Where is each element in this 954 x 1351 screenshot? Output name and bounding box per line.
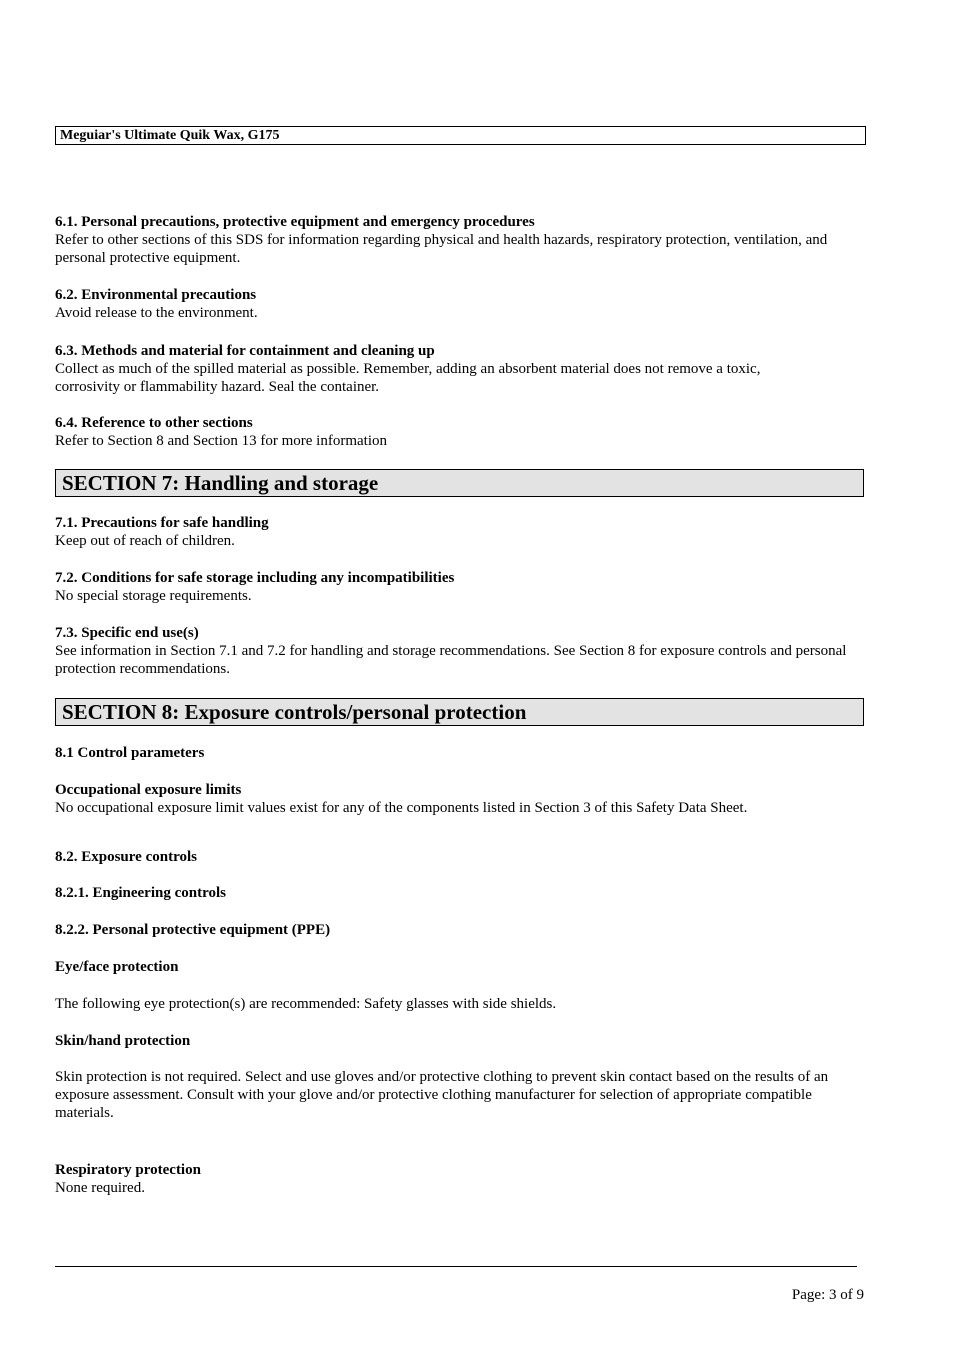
heading-7-3: 7.3. Specific end use(s) [55, 625, 199, 641]
heading-6-1: 6.1. Personal precautions, protective equipment and emergency procedures [55, 214, 535, 230]
heading-skin: Skin/hand protection [55, 1033, 191, 1049]
text-7-1: Keep out of reach of children. [55, 533, 235, 549]
heading-6-4: 6.4. Reference to other sections [55, 415, 253, 431]
product-header [55, 126, 866, 145]
text-6-3: Collect as much of the spilled material as possible. Remember, adding an absorbent material does not remove a toxic, corrosivity or flammability hazard. Seal the container. [55, 361, 761, 395]
section-7-banner [55, 469, 864, 497]
heading-oel: Occupational exposure limits [55, 782, 242, 798]
heading-7-1: 7.1. Precautions for safe handling [55, 515, 269, 531]
text-6-1: Refer to other sections of this SDS for information regarding physical and health hazards, respiratory protection, ventilation, and personal protective equipment. [55, 232, 828, 266]
section-8-title: SECTION 8: Exposure controls/personal protection [62, 700, 527, 724]
page-number: Page: 3 of 9 [791, 1287, 864, 1303]
heading-7-2: 7.2. Conditions for safe storage including any incompatibilities [55, 570, 455, 586]
heading-6-2: 6.2. Environmental precautions [55, 287, 257, 303]
heading-8-2-1: 8.2.1. Engineering controls [55, 885, 226, 901]
text-oel: No occupational exposure limit values exist for any of the components listed in Section 3 of this Safety Data Sheet. [55, 800, 748, 816]
text-7-2: No special storage requirements. [55, 588, 252, 604]
text-eye: The following eye protection(s) are recommended: Safety glasses with side shields. [55, 996, 557, 1012]
heading-8-1: 8.1 Control parameters [55, 745, 205, 761]
text-resp: None required. [55, 1180, 145, 1196]
heading-8-2: 8.2. Exposure controls [55, 849, 197, 865]
section-7-title: SECTION 7: Handling and storage [62, 471, 379, 495]
heading-8-2-2: 8.2.2. Personal protective equipment (PPE) [55, 922, 331, 938]
text-6-2: Avoid release to the environment. [55, 305, 258, 321]
heading-6-3: 6.3. Methods and material for containment and cleaning up [55, 343, 435, 359]
text-6-4: Refer to Section 8 and Section 13 for more information [55, 433, 387, 449]
text-skin: Skin protection is not required. Select and use gloves and/or protective clothing to prevent skin contact based on the results of an exposure assessment. Consult with your glove and/or protective clothing manufacturer for selection of appropriate compatible materials. [55, 1069, 829, 1121]
section-8-banner [55, 698, 864, 726]
text-7-3: See information in Section 7.1 and 7.2 for handling and storage recommendations. See Section 8 for exposure controls and personal protection recommendations. [55, 643, 847, 677]
heading-resp: Respiratory protection [55, 1162, 201, 1178]
product-name: Meguiar's Ultimate Quik Wax, G175 [60, 128, 280, 143]
footer-rule [55, 1266, 857, 1267]
heading-eye: Eye/face protection [55, 959, 179, 975]
